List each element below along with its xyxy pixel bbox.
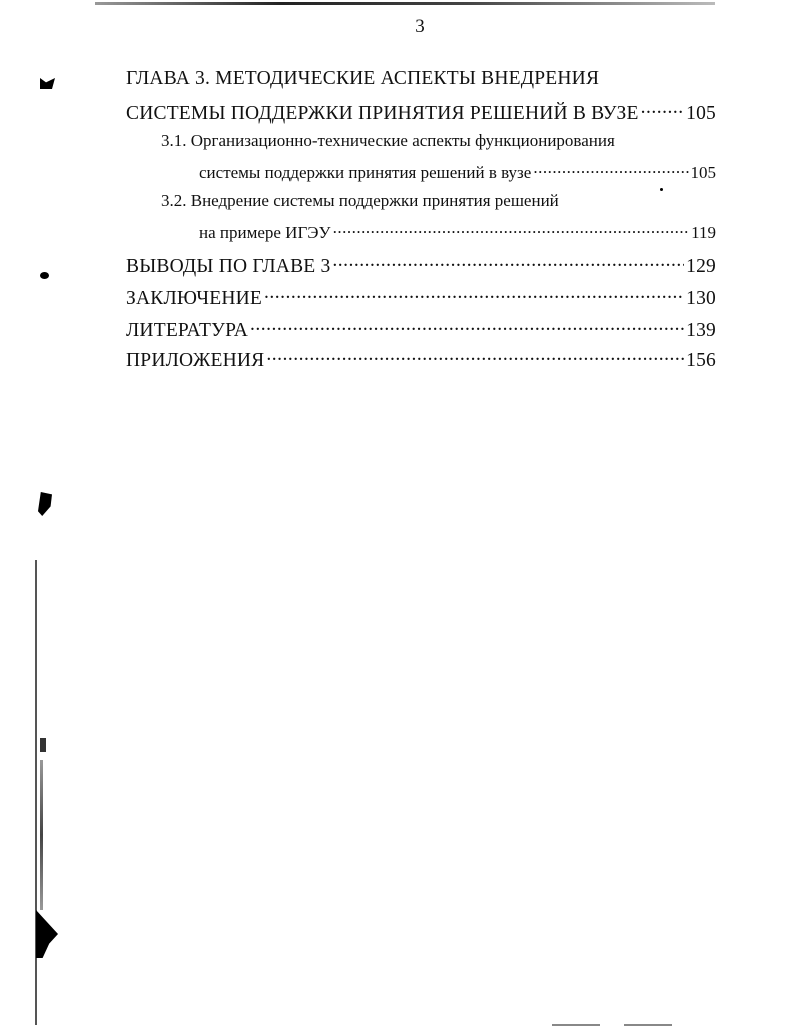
scan-artifact	[660, 188, 663, 191]
toc-page-number: 139	[686, 319, 716, 341]
toc-entry-literature	[126, 316, 716, 342]
toc-entry-label: ЛИТЕРАТУРА	[126, 319, 248, 341]
scan-top-rule	[95, 2, 715, 5]
toc-leader-dots	[266, 346, 684, 366]
toc-leader-dots	[250, 316, 684, 336]
toc-leader-dots	[332, 252, 684, 272]
toc-entry-section-3-1-line1	[161, 131, 615, 151]
toc-page-number: 156	[686, 349, 716, 371]
toc-entry-label: 3.2. Внедрение системы поддержки принятия решений	[161, 191, 559, 210]
scan-artifact	[36, 910, 58, 958]
toc-entry-label: ЗАКЛЮЧЕНИЕ	[126, 287, 263, 309]
toc-page-number: 119	[691, 223, 716, 242]
toc-entry-chapter3	[126, 99, 716, 125]
toc-entry-summary	[126, 284, 716, 310]
toc-entry-label: СИСТЕМЫ ПОДДЕРЖКИ ПРИНЯТИЯ РЕШЕНИЙ В ВУЗЕ	[126, 102, 639, 124]
toc-entry-section-3-1	[199, 161, 716, 183]
toc-entry-chapter3-title-line1	[126, 68, 599, 90]
toc-entry-section-3-2-line1	[161, 191, 559, 211]
toc-entry-label: ГЛАВА 3. МЕТОДИЧЕСКИЕ АСПЕКТЫ ВНЕДРЕНИЯ	[126, 68, 600, 89]
toc-entry-label: на примере ИГЭУ	[199, 223, 331, 242]
toc-page-number: 105	[686, 102, 716, 124]
scan-artifact	[40, 272, 49, 279]
toc-leader-dots	[641, 99, 685, 119]
scan-artifact	[40, 78, 55, 89]
toc-entry-conclusions	[126, 252, 716, 278]
toc-entry-label: 3.1. Организационно-технические аспекты функционирования	[161, 131, 615, 150]
page-number: 3	[415, 16, 425, 37]
scan-bottom-rule	[552, 1024, 672, 1026]
toc-leader-dots	[533, 161, 688, 178]
scan-artifact	[40, 738, 46, 752]
toc-entry-label: ПРИЛОЖЕНИЯ	[126, 349, 265, 371]
toc-entry-label: системы поддержки принятия решений в вузе	[199, 163, 532, 182]
toc-page-number: 105	[690, 163, 716, 182]
toc-page-number: 130	[686, 287, 716, 309]
toc-leader-dots	[333, 221, 690, 238]
toc-entry-appendix	[126, 346, 716, 372]
scan-artifact	[40, 760, 43, 910]
toc-entry-label: ВЫВОДЫ ПО ГЛАВЕ 3	[126, 255, 331, 277]
toc-page-number: 129	[686, 255, 716, 277]
toc-entry-section-3-2	[199, 221, 716, 243]
toc-leader-dots	[264, 284, 684, 304]
scan-artifact	[38, 492, 52, 516]
